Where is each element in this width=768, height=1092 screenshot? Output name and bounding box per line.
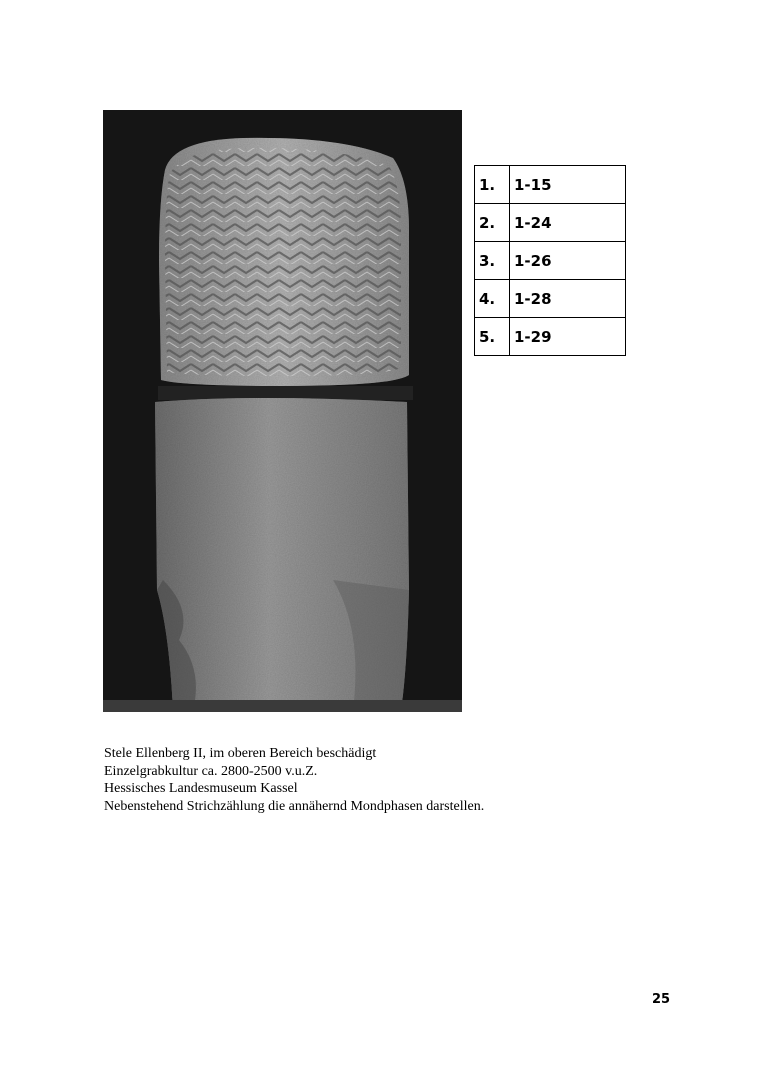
caption-line: Stele Ellenberg II, im oberen Bereich beschädigt xyxy=(104,746,377,761)
table-row xyxy=(475,280,626,318)
stele-photo xyxy=(103,110,462,712)
tally-count-table xyxy=(474,165,626,356)
table-row xyxy=(475,318,626,356)
table-row xyxy=(475,166,626,204)
tally-range: 1-29 xyxy=(510,318,626,356)
photo-caption xyxy=(104,745,664,815)
row-number: 1. xyxy=(475,166,510,204)
page-number: 25 xyxy=(652,992,671,1007)
tally-range: 1-24 xyxy=(510,204,626,242)
tally-range: 1-15 xyxy=(510,166,626,204)
row-number: 5. xyxy=(475,318,510,356)
row-number: 4. xyxy=(475,280,510,318)
chevron-carving xyxy=(165,148,401,376)
row-number: 3. xyxy=(475,242,510,280)
table-row xyxy=(475,242,626,280)
caption-line: Nebenstehend Strichzählung die annähernd Mondphasen darstellen. xyxy=(104,798,485,814)
tally-range: 1-26 xyxy=(510,242,626,280)
caption-line: Einzelgrabkultur ca. 2800-2500 v.u.Z. xyxy=(104,763,318,779)
tally-range: 1-28 xyxy=(510,280,626,318)
table-row xyxy=(475,204,626,242)
caption-line: Hessisches Landesmuseum Kassel xyxy=(104,781,298,796)
row-number: 2. xyxy=(475,204,510,242)
stele-image xyxy=(103,110,462,712)
